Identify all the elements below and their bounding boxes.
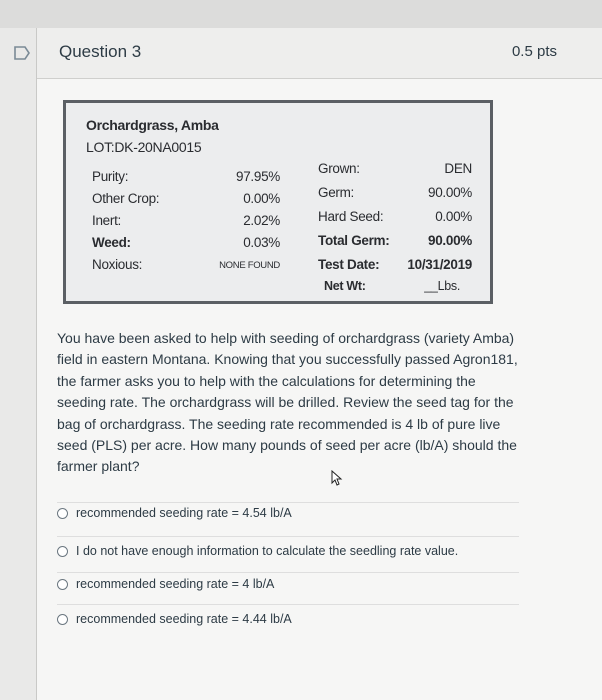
seed-tag-label: Other Crop: [92,191,160,206]
seed-tag-image [63,100,493,304]
seed-tag-label: Grown: [318,161,360,176]
seed-tag-label: Germ: [318,185,355,200]
seed-tag-value: 0.00% [243,191,280,206]
seed-tag-value: 90.00% [428,185,472,200]
radio-button[interactable] [57,546,68,557]
seed-tag-label: Hard Seed: [318,209,384,224]
answer-label: recommended seeding rate = 4.44 lb/A [76,612,292,626]
top-strip [0,0,602,28]
seed-tag-label: Total Germ: [318,233,390,248]
answer-label: recommended seeding rate = 4.54 lb/A [76,506,292,520]
divider [57,604,519,605]
seed-tag-label: Net Wt: [324,279,366,293]
seed-tag-value: 97.95% [236,169,280,184]
divider [57,572,519,573]
answer-label: I do not have enough information to calculate the seedling rate value. [76,544,459,558]
question-points: 0.5 pts [511,43,557,60]
divider [57,536,519,537]
answer-option[interactable] [57,574,527,594]
seed-tag-value: DEN [444,161,472,176]
seed-tag-value: 0.03% [243,235,280,250]
answer-option[interactable] [57,609,527,629]
seed-tag-label: Purity: [92,169,129,184]
question-header [37,28,602,79]
question-text: You have been asked to help with seeding of orchardgrass (variety Amba) field in eastern Montana. Knowing that you successfully passed Agron181, the farmer asks you to help with the calculations for determining the seeding rate. The orchardgrass will be drilled. Review the seed tag for the bag of orchardgrass. The seeding rate recommended is 4 lb of pure live seed (PLS) per acre. How many pounds of seed per acre (lb/A) should the farmer plant? [57,330,518,475]
seed-tag-value: NONE FOUND [219,260,280,271]
seed-tag-value: 0.00% [435,209,472,224]
mouse-cursor-icon [331,470,343,486]
seed-tag-lot: LOT:DK-20NA0015 [86,139,202,155]
seed-tag-name: Orchardgrass, Amba [86,117,219,133]
seed-tag-label: Test Date: [318,257,380,272]
seed-tag-value: 90.00% [428,233,472,248]
radio-button[interactable] [57,508,68,519]
seed-tag-label: Inert: [92,213,121,228]
answer-option[interactable] [57,541,527,561]
seed-tag-label: Noxious: [92,257,143,272]
flag-question-icon[interactable] [13,45,31,61]
seed-tag-label: Weed: [92,235,131,250]
radio-button[interactable] [57,614,68,625]
seed-tag-value: 2.02% [243,213,280,228]
seed-tag-value: __Lbs. [424,279,460,293]
question-title: Question 3 [59,42,142,61]
answer-label: recommended seeding rate = 4 lb/A [76,577,275,591]
answer-option[interactable] [57,503,527,523]
seed-tag-value: 10/31/2019 [407,257,472,272]
radio-button[interactable] [57,579,68,590]
question-card [36,28,602,700]
